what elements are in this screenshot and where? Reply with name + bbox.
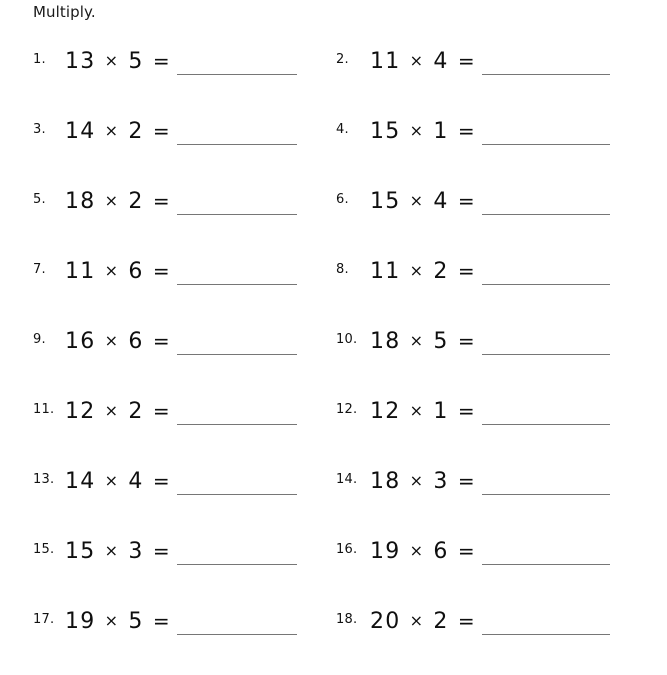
multiplication-sign-icon: × xyxy=(409,541,425,560)
equals-sign-icon: = xyxy=(152,329,171,353)
answer-blank[interactable] xyxy=(177,394,297,425)
multiplication-sign-icon: × xyxy=(104,401,120,420)
problem-expression xyxy=(370,114,476,144)
problem-row xyxy=(0,394,667,464)
equals-sign-icon: = xyxy=(152,259,171,283)
answer-blank[interactable] xyxy=(177,254,297,285)
problem-item xyxy=(33,464,333,534)
problem-number: 15. xyxy=(33,542,55,557)
problem-expression xyxy=(65,44,171,74)
problem-number: 5. xyxy=(33,192,46,207)
problem-item xyxy=(33,534,333,604)
equals-sign-icon: = xyxy=(152,49,171,73)
factor-left: 15 xyxy=(65,539,96,564)
factor-right: 2 xyxy=(128,119,144,144)
problem-item xyxy=(336,44,636,114)
problem-item xyxy=(336,254,636,324)
factor-right: 2 xyxy=(433,259,449,284)
multiplication-sign-icon: × xyxy=(104,471,120,490)
problem-item xyxy=(33,184,333,254)
answer-blank[interactable] xyxy=(482,324,610,355)
factor-right: 3 xyxy=(128,539,144,564)
answer-blank[interactable] xyxy=(177,114,297,145)
factor-left: 12 xyxy=(65,399,96,424)
factor-right: 6 xyxy=(128,329,144,354)
problem-item xyxy=(336,534,636,604)
factor-right: 2 xyxy=(128,399,144,424)
problem-row xyxy=(0,464,667,534)
answer-blank[interactable] xyxy=(177,534,297,565)
problem-expression xyxy=(65,184,171,214)
instruction-heading: Multiply. xyxy=(33,3,96,21)
equals-sign-icon: = xyxy=(152,469,171,493)
problem-number: 10. xyxy=(336,332,358,347)
answer-blank[interactable] xyxy=(482,114,610,145)
factor-right: 5 xyxy=(128,49,144,74)
factor-left: 15 xyxy=(370,119,401,144)
problem-expression xyxy=(370,324,476,354)
factor-right: 3 xyxy=(433,469,449,494)
problem-expression xyxy=(65,604,171,634)
problem-item xyxy=(336,464,636,534)
answer-blank[interactable] xyxy=(177,44,297,75)
problem-item xyxy=(336,114,636,184)
multiplication-sign-icon: × xyxy=(104,331,120,350)
answer-blank[interactable] xyxy=(482,394,610,425)
problem-number: 16. xyxy=(336,542,358,557)
problem-number: 18. xyxy=(336,612,358,627)
answer-blank[interactable] xyxy=(177,604,297,635)
problem-expression xyxy=(65,464,171,494)
factor-right: 1 xyxy=(433,399,449,424)
multiplication-sign-icon: × xyxy=(104,541,120,560)
multiplication-sign-icon: × xyxy=(104,191,120,210)
problem-expression xyxy=(65,324,171,354)
multiplication-sign-icon: × xyxy=(409,611,425,630)
multiplication-sign-icon: × xyxy=(104,51,120,70)
problem-expression xyxy=(370,44,476,74)
equals-sign-icon: = xyxy=(152,399,171,423)
answer-blank[interactable] xyxy=(482,464,610,495)
problem-expression xyxy=(370,464,476,494)
factor-left: 14 xyxy=(65,119,96,144)
factor-left: 11 xyxy=(370,49,401,74)
equals-sign-icon: = xyxy=(152,119,171,143)
problem-row xyxy=(0,44,667,114)
problem-item xyxy=(33,604,333,674)
problem-number: 13. xyxy=(33,472,55,487)
problem-item xyxy=(336,604,636,674)
problem-row xyxy=(0,184,667,254)
problem-number: 12. xyxy=(336,402,358,417)
multiplication-sign-icon: × xyxy=(409,121,425,140)
problem-item xyxy=(336,184,636,254)
problem-number: 17. xyxy=(33,612,55,627)
equals-sign-icon: = xyxy=(457,539,476,563)
problem-item xyxy=(33,394,333,464)
problem-number: 8. xyxy=(336,262,349,277)
answer-blank[interactable] xyxy=(177,184,297,215)
factor-left: 14 xyxy=(65,469,96,494)
factor-right: 5 xyxy=(128,609,144,634)
equals-sign-icon: = xyxy=(457,469,476,493)
problem-expression xyxy=(370,604,476,634)
problem-number: 7. xyxy=(33,262,46,277)
factor-left: 20 xyxy=(370,609,401,634)
problem-expression xyxy=(370,394,476,424)
factor-left: 11 xyxy=(370,259,401,284)
problem-item xyxy=(336,394,636,464)
problem-number: 2. xyxy=(336,52,349,67)
factor-right: 6 xyxy=(433,539,449,564)
equals-sign-icon: = xyxy=(152,539,171,563)
multiplication-sign-icon: × xyxy=(409,191,425,210)
problem-expression xyxy=(370,534,476,564)
answer-blank[interactable] xyxy=(482,44,610,75)
multiplication-sign-icon: × xyxy=(104,611,120,630)
problem-item xyxy=(33,44,333,114)
answer-blank[interactable] xyxy=(482,534,610,565)
factor-right: 5 xyxy=(433,329,449,354)
multiplication-sign-icon: × xyxy=(104,121,120,140)
multiplication-sign-icon: × xyxy=(409,331,425,350)
problem-expression xyxy=(370,184,476,214)
problem-number: 4. xyxy=(336,122,349,137)
factor-right: 2 xyxy=(433,609,449,634)
answer-blank[interactable] xyxy=(177,464,297,495)
problem-row xyxy=(0,114,667,184)
problem-number: 14. xyxy=(336,472,358,487)
answer-blank[interactable] xyxy=(482,604,610,635)
equals-sign-icon: = xyxy=(152,189,171,213)
problem-item xyxy=(33,114,333,184)
factor-right: 4 xyxy=(433,49,449,74)
problem-row xyxy=(0,254,667,324)
problem-item xyxy=(33,324,333,394)
answer-blank[interactable] xyxy=(482,254,610,285)
equals-sign-icon: = xyxy=(457,119,476,143)
equals-sign-icon: = xyxy=(457,609,476,633)
factor-left: 18 xyxy=(370,469,401,494)
problem-row xyxy=(0,534,667,604)
factor-right: 6 xyxy=(128,259,144,284)
multiplication-sign-icon: × xyxy=(409,401,425,420)
answer-blank[interactable] xyxy=(177,324,297,355)
problem-expression xyxy=(65,534,171,564)
factor-left: 11 xyxy=(65,259,96,284)
factor-left: 12 xyxy=(370,399,401,424)
factor-left: 19 xyxy=(370,539,401,564)
equals-sign-icon: = xyxy=(457,329,476,353)
problem-expression xyxy=(65,394,171,424)
problem-number: 1. xyxy=(33,52,46,67)
problem-expression xyxy=(65,114,171,144)
multiplication-sign-icon: × xyxy=(409,51,425,70)
equals-sign-icon: = xyxy=(457,259,476,283)
factor-right: 2 xyxy=(128,189,144,214)
problem-grid xyxy=(0,44,667,674)
factor-left: 18 xyxy=(370,329,401,354)
problem-row xyxy=(0,604,667,674)
problem-number: 9. xyxy=(33,332,46,347)
multiplication-sign-icon: × xyxy=(104,261,120,280)
multiplication-sign-icon: × xyxy=(409,261,425,280)
problem-expression xyxy=(370,254,476,284)
equals-sign-icon: = xyxy=(457,49,476,73)
factor-left: 13 xyxy=(65,49,96,74)
factor-right: 4 xyxy=(433,189,449,214)
factor-right: 4 xyxy=(128,469,144,494)
factor-left: 18 xyxy=(65,189,96,214)
problem-item xyxy=(33,254,333,324)
problem-item xyxy=(336,324,636,394)
problem-row xyxy=(0,324,667,394)
problem-number: 3. xyxy=(33,122,46,137)
equals-sign-icon: = xyxy=(457,399,476,423)
multiplication-sign-icon: × xyxy=(409,471,425,490)
problem-expression xyxy=(65,254,171,284)
problem-number: 6. xyxy=(336,192,349,207)
factor-left: 19 xyxy=(65,609,96,634)
factor-right: 1 xyxy=(433,119,449,144)
problem-number: 11. xyxy=(33,402,55,417)
factor-left: 16 xyxy=(65,329,96,354)
factor-left: 15 xyxy=(370,189,401,214)
answer-blank[interactable] xyxy=(482,184,610,215)
equals-sign-icon: = xyxy=(152,609,171,633)
equals-sign-icon: = xyxy=(457,189,476,213)
